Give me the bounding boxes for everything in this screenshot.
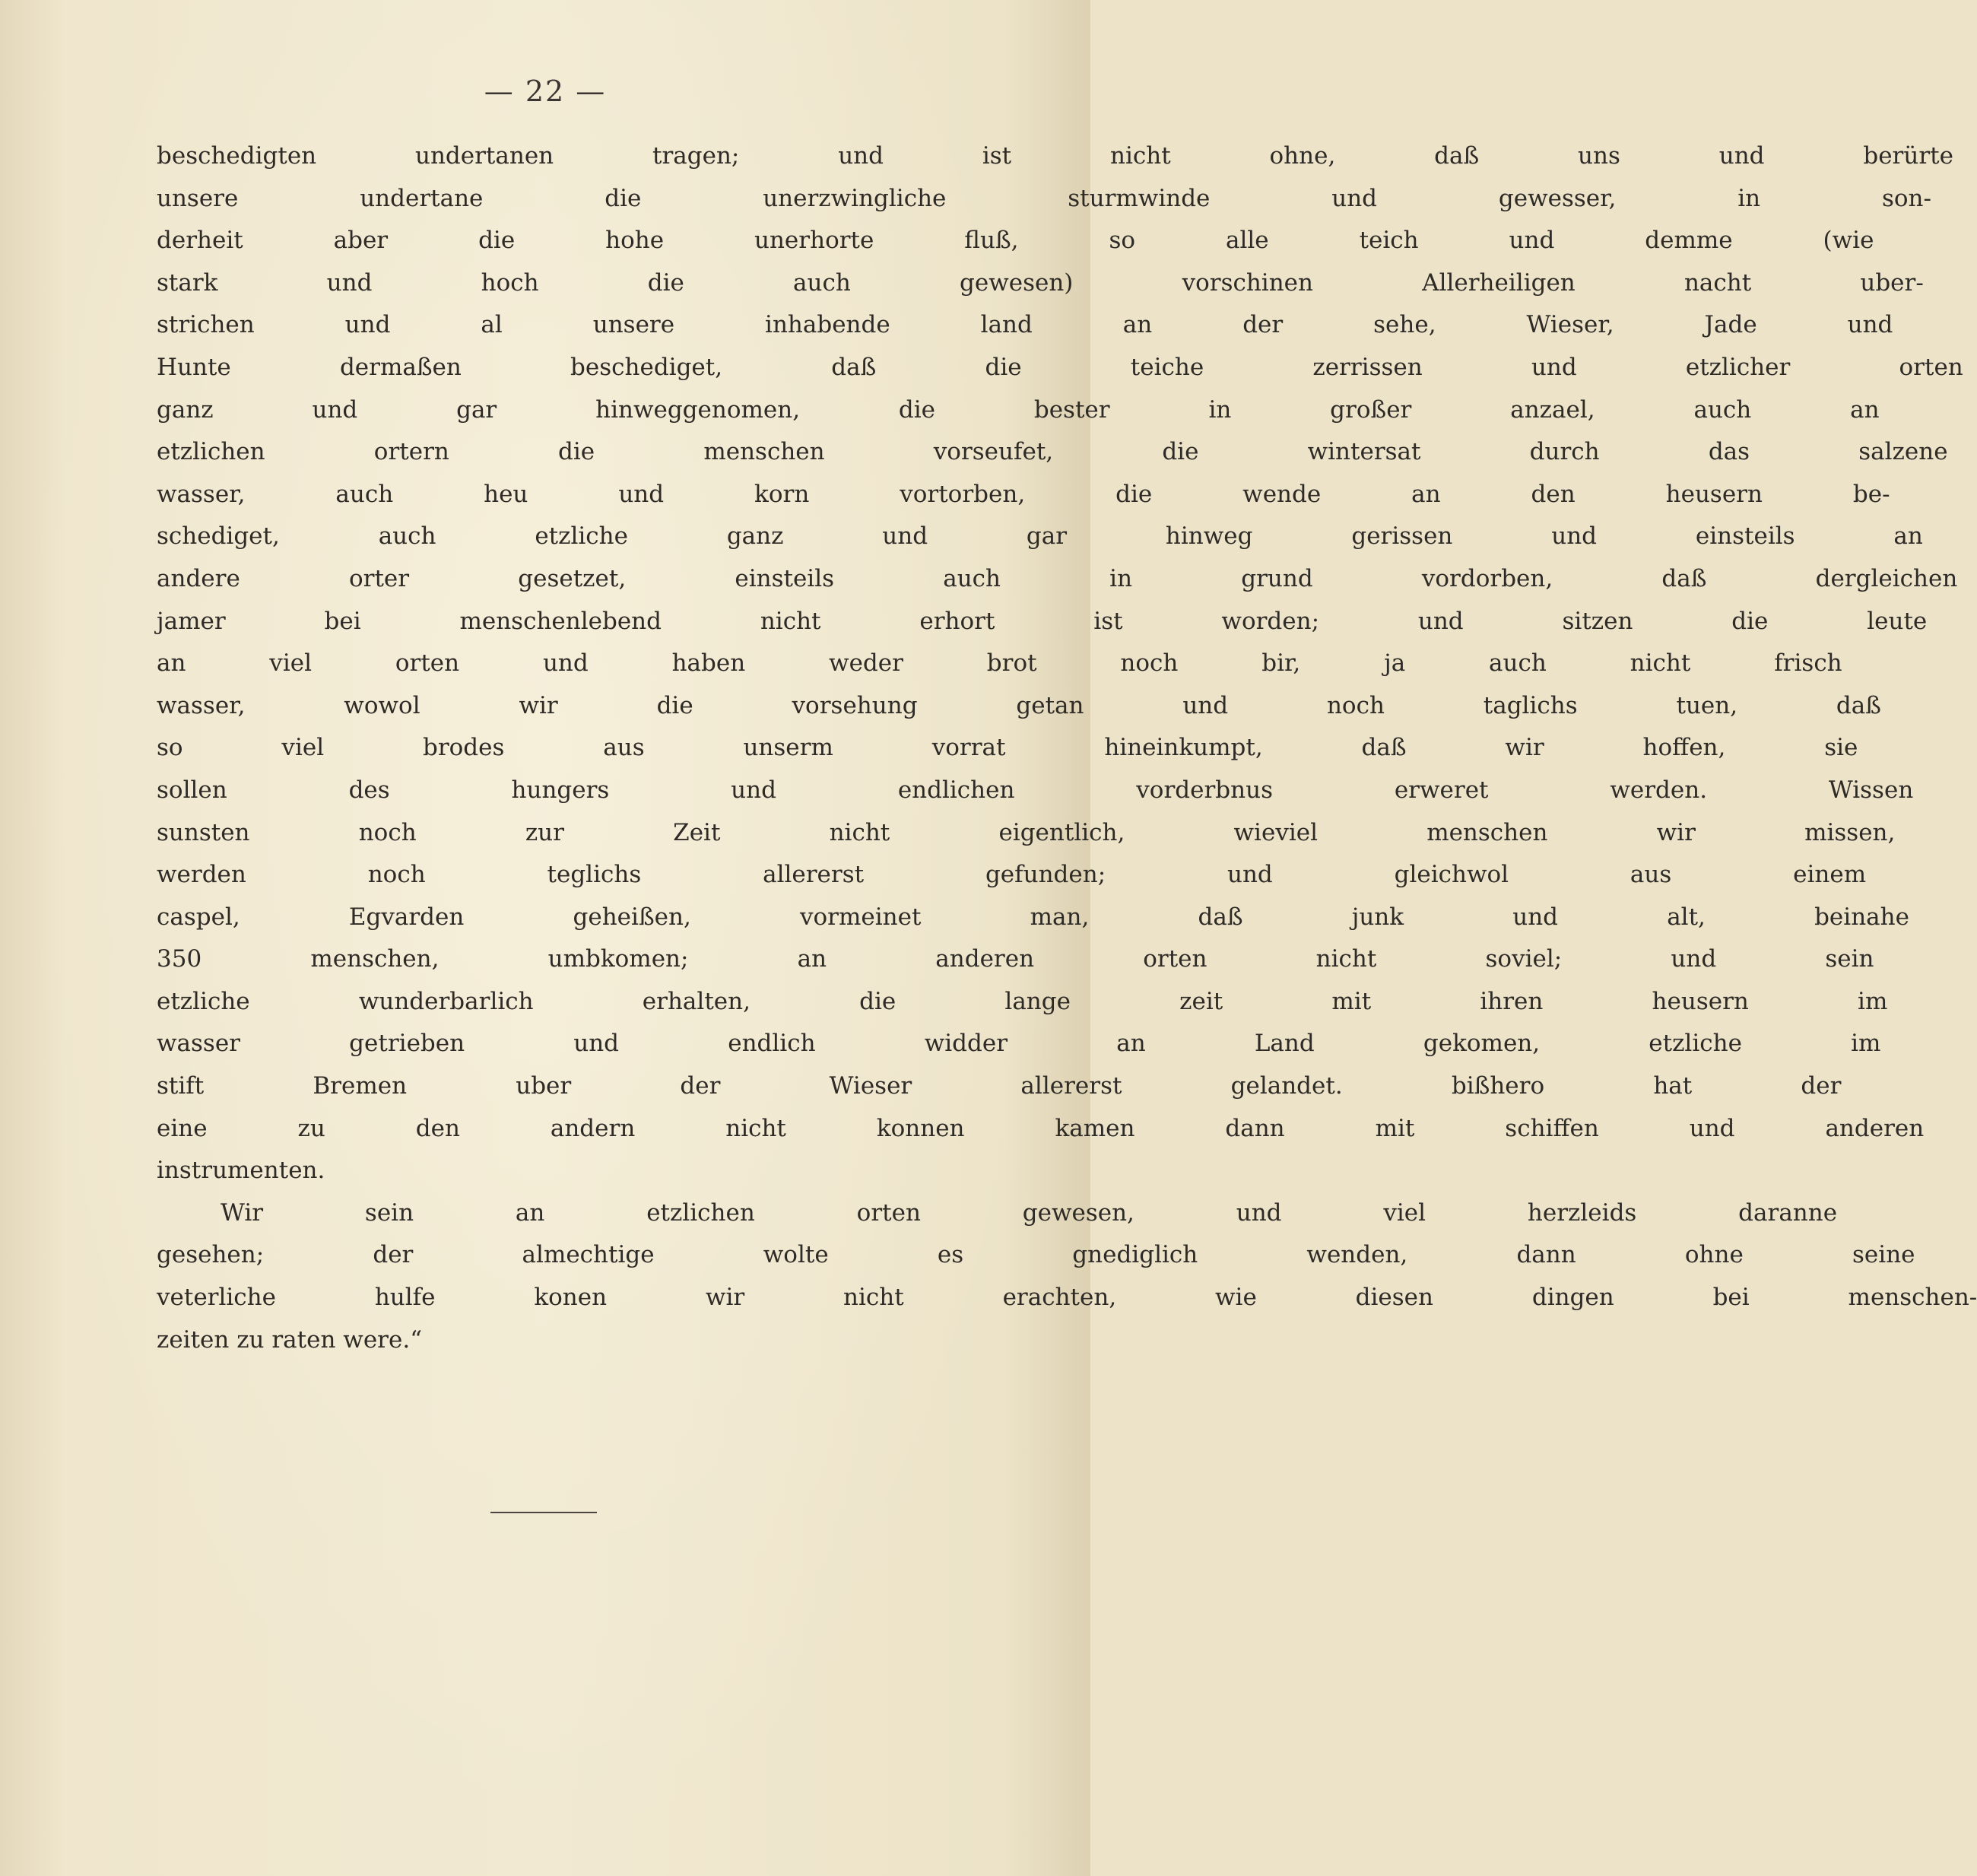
- text-line: unsere undertane die unerzwingliche sturmwinde und gewesser, in son-: [157, 184, 1931, 212]
- section-divider: [490, 1512, 597, 1513]
- page-number: — 22 —: [484, 75, 607, 108]
- text-line: stark und hoch die auch gewesen) vorschinen Allerheiligen nacht uber-: [157, 268, 1924, 297]
- text-line: 350 menschen, umbkomen; an anderen orten nicht soviel; und sein: [157, 945, 1874, 973]
- text-line: zeiten zu raten were.“: [157, 1325, 423, 1354]
- paragraph-2: [157, 1192, 1977, 1361]
- text-line: etzlichen ortern die menschen vorseufet, die wintersat durch das salzene: [157, 438, 1948, 466]
- text-line: stift Bremen uber der Wieser allererst gelandet. bißhero hat der: [157, 1072, 1842, 1100]
- text-line: eine zu den andern nicht konnen kamen dann mit schiffen und anderen: [157, 1114, 1925, 1142]
- text-line: jamer bei menschenlebend nicht erhort ist worden; und sitzen die leute: [157, 607, 1928, 635]
- text-line: Hunte dermaßen beschediget, daß die teiche zerrissen und etzlicher orten: [157, 353, 1963, 381]
- text-line: so viel brodes aus unserm vorrat hineinkumpt, daß wir hoffen, sie: [157, 734, 1858, 762]
- text-line: andere orter gesetzet, einsteils auch in grund vordorben, daß dergleichen: [157, 564, 1958, 592]
- text-line: sunsten noch zur Zeit nicht eigentlich, wieviel menschen wir missen,: [157, 818, 1896, 846]
- text-line: derheit aber die hohe unerhorte fluß, so alle teich und demme (wie: [157, 227, 1874, 255]
- text-line: gesehen; der almechtige wolte es gnediglich wenden, dann ohne seine: [157, 1241, 1915, 1269]
- text-line: wasser, wowol wir die vorsehung getan und noch taglichs tuen, daß: [157, 691, 1881, 719]
- text-line: schediget, auch etzliche ganz und gar hinweg gerissen und einsteils an: [157, 522, 1923, 551]
- paragraph-1: [157, 135, 1963, 1192]
- text-line: wasser getrieben und endlich widder an Land gekomen, etzliche im: [157, 1030, 1881, 1058]
- text-line: Wir sein an etzlichen orten gewesen, und viel herzleids daranne: [221, 1198, 1838, 1227]
- body-text: [157, 135, 1977, 1361]
- text-line: caspel, Egvarden geheißen, vormeinet man, daß junk und alt, beinahe: [157, 903, 1909, 931]
- text-line: instrumenten.: [157, 1157, 325, 1185]
- text-line: ganz und gar hinweggenomen, die bester in großer anzael, auch an: [157, 395, 1880, 424]
- text-line: beschedigten undertanen tragen; und ist nicht ohne, daß uns und berürte: [157, 142, 1953, 170]
- text-line: an viel orten und haben weder brot noch bir, ja auch nicht frisch: [157, 649, 1842, 678]
- text-line: werden noch teglichs allererst gefunden; und gleichwol aus einem: [157, 861, 1867, 889]
- text-line: veterliche hulfe konen wir nicht erachten, wie diesen dingen bei menschen-: [157, 1284, 1977, 1312]
- text-line: sollen des hungers und endlichen vorderbnus erweret werden. Wissen: [157, 776, 1914, 804]
- text-line: strichen und al unsere inhabende land an der sehe, Wieser, Jade und: [157, 311, 1893, 339]
- text-line: etzliche wunderbarlich erhalten, die lange zeit mit ihren heusern im: [157, 987, 1888, 1015]
- text-line: wasser, auch heu und korn vortorben, die wende an den heusern be-: [157, 480, 1890, 508]
